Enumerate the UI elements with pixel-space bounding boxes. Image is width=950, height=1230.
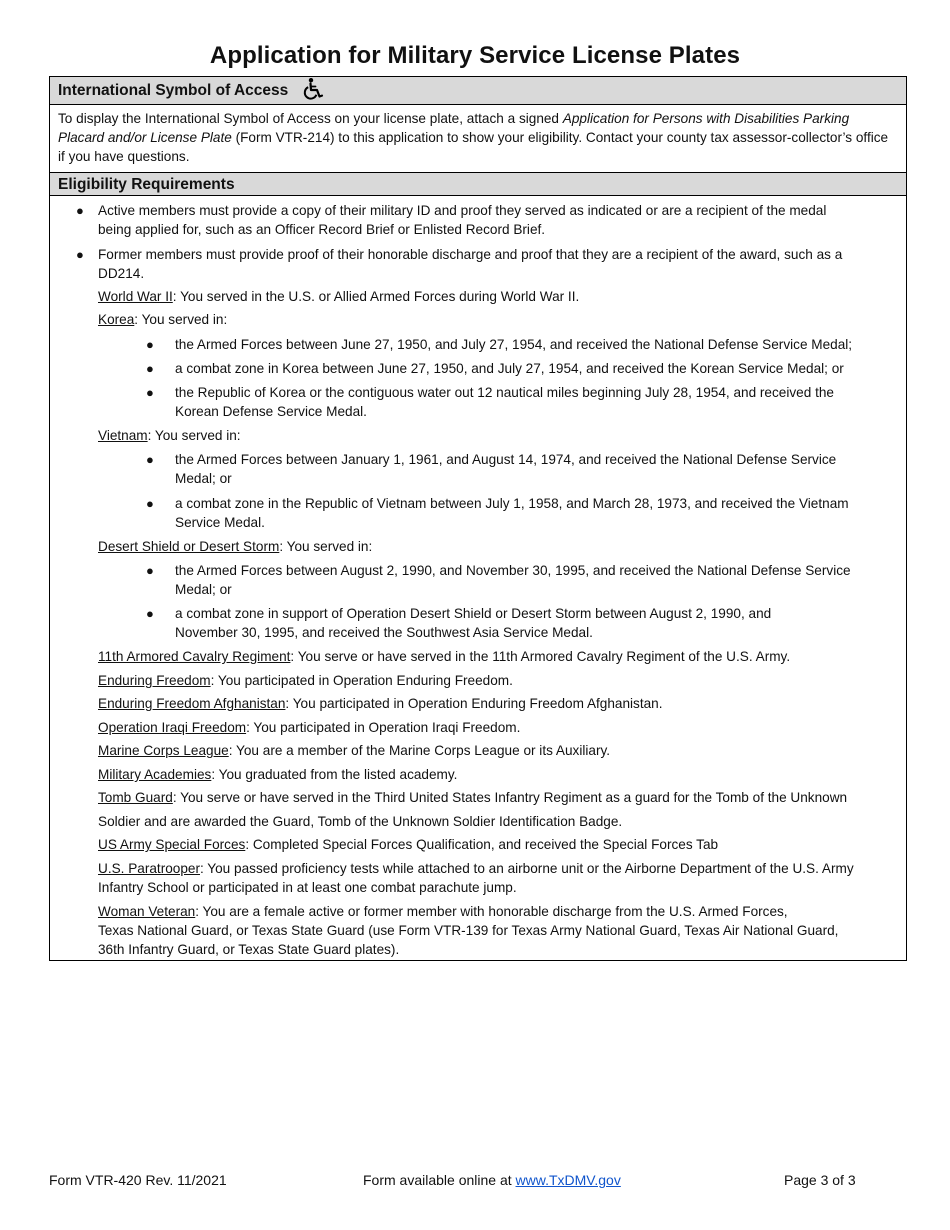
list-item: the Armed Forces between June 27, 1950, and July 27, 1954, and received the National Defense Service Medal; [175, 337, 853, 352]
bullet-dot: ● [146, 563, 154, 578]
list-item: a combat zone in support of Operation Desert Shield or Desert Storm between August 2, 1990, and [175, 606, 772, 621]
bullet-dot: ● [146, 385, 154, 400]
marine-corps-entry: Marine Corps League: You are a member of the Marine Corps League or its Auxiliary. [98, 743, 611, 758]
woman-veteran-continued: 36th Infantry Guard, or Texas State Guard plates). [98, 942, 400, 957]
list-item: a combat zone in Korea between June 27, 1950, and July 27, 1954, and received the Korean Service Medal; or [175, 361, 844, 376]
special-forces-entry: US Army Special Forces: Completed Special Forces Qualification, and received the Special Forces Tab [98, 837, 719, 852]
section-header-access [50, 77, 906, 105]
tomb-guard-continued: Soldier and are awarded the Guard, Tomb of the Unknown Soldier Identification Badge. [98, 814, 623, 829]
list-item: the Republic of Korea or the contiguous water out 12 nautical miles beginning July 28, 1954, and received the [175, 385, 834, 400]
desert-storm-entry: Desert Shield or Desert Storm: You served in: [98, 539, 373, 554]
bullet-dot: ● [76, 203, 84, 218]
access-instructions: To display the International Symbol of Access on your license plate, attach a signed Application for Persons with Disabilities Parking Placard and/or License Plate (Form VTR-214) to this application to show your eligibility. Contact your county tax assessor-collector’s office if you have questions. [58, 111, 889, 164]
section-header-eligibility [50, 172, 906, 196]
bullet-dot: ● [146, 496, 154, 511]
txdmv-link[interactable]: www.TxDMV.gov [515, 1172, 621, 1188]
woman-veteran-entry: Woman Veteran: You are a female active or former member with honorable discharge from the U.S. Armed Forces, [98, 904, 788, 919]
tomb-guard-entry: Tomb Guard: You serve or have served in the Third United States Infantry Regiment as a guard for the Tomb of the Unknown [98, 790, 848, 805]
iraqi-freedom-entry: Operation Iraqi Freedom: You participated in Operation Iraqi Freedom. [98, 720, 521, 735]
page-title: Application for Military Service License Plates [209, 42, 741, 69]
list-item: a combat zone in the Republic of Vietnam between July 1, 1958, and March 28, 1973, and received the Vietnam [175, 496, 849, 511]
list-item: Former members must provide proof of their honorable discharge and proof that they are a recipient of the award, such as a [98, 247, 843, 262]
bullet-dot: ● [146, 606, 154, 621]
section-title-access: International Symbol of Access [58, 82, 289, 99]
list-item-continued: November 30, 1995, and received the Southwest Asia Service Medal. [175, 625, 593, 640]
form-number: Form VTR-420 Rev. 11/2021 [49, 1172, 227, 1188]
list-item-continued: being applied for, such as an Officer Record Brief or Enlisted Record Brief. [98, 222, 546, 237]
bullet-dot: ● [76, 247, 84, 262]
list-item: Active members must provide a copy of their military ID and proof they served as indicated or are a recipient of the medal [98, 203, 827, 218]
page-number: Page 3 of 3 [784, 1172, 856, 1188]
list-item-continued: Korean Defense Service Medal. [175, 404, 367, 419]
list-item-continued: DD214. [98, 266, 145, 281]
section-title-eligibility: Eligibility Requirements [58, 176, 235, 193]
list-item-continued: Service Medal. [175, 515, 265, 530]
bullet-dot: ● [146, 337, 154, 352]
korea-entry: Korea: You served in: [98, 312, 228, 327]
paratrooper-continued: Infantry School or participated in at least one combat parachute jump. [98, 880, 517, 895]
list-item-continued: Medal; or [175, 582, 232, 597]
vietnam-entry: Vietnam: You served in: [98, 428, 241, 443]
ww2-entry: World War II: You served in the U.S. or Allied Armed Forces during World War II. [98, 289, 580, 304]
woman-veteran-continued: Texas National Guard, or Texas State Guard (use Form VTR-139 for Texas Army National Guard, Texas Air National Guard, [98, 923, 839, 938]
form-frame [49, 76, 907, 961]
paratrooper-entry: U.S. Paratrooper: You passed proficiency tests while attached to an airborne unit or the Airborne Department of the U.S. Army [98, 861, 854, 876]
academies-entry: Military Academies: You graduated from the listed academy. [98, 767, 458, 782]
wheelchair-icon [301, 77, 325, 101]
enduring-freedom-entry: Enduring Freedom: You participated in Operation Enduring Freedom. [98, 673, 513, 688]
afghanistan-entry: Enduring Freedom Afghanistan: You participated in Operation Enduring Freedom Afghanistan. [98, 696, 663, 711]
list-item: the Armed Forces between January 1, 1961, and August 14, 1974, and received the National Defense Service [175, 452, 837, 467]
bullet-dot: ● [146, 452, 154, 467]
cavalry-entry: 11th Armored Cavalry Regiment: You serve or have served in the 11th Armored Cavalry Regiment of the U.S. Army. [98, 649, 791, 664]
list-item: the Armed Forces between August 2, 1990, and November 30, 1995, and received the National Defense Service [175, 563, 851, 578]
list-item-continued: Medal; or [175, 471, 232, 486]
online-availability: Form available online at www.TxDMV.gov [363, 1172, 621, 1188]
bullet-dot: ● [146, 361, 154, 376]
form-vtr-214-title: Application for Persons with Disabilities Parking Placard and/or License Plate [58, 111, 850, 145]
